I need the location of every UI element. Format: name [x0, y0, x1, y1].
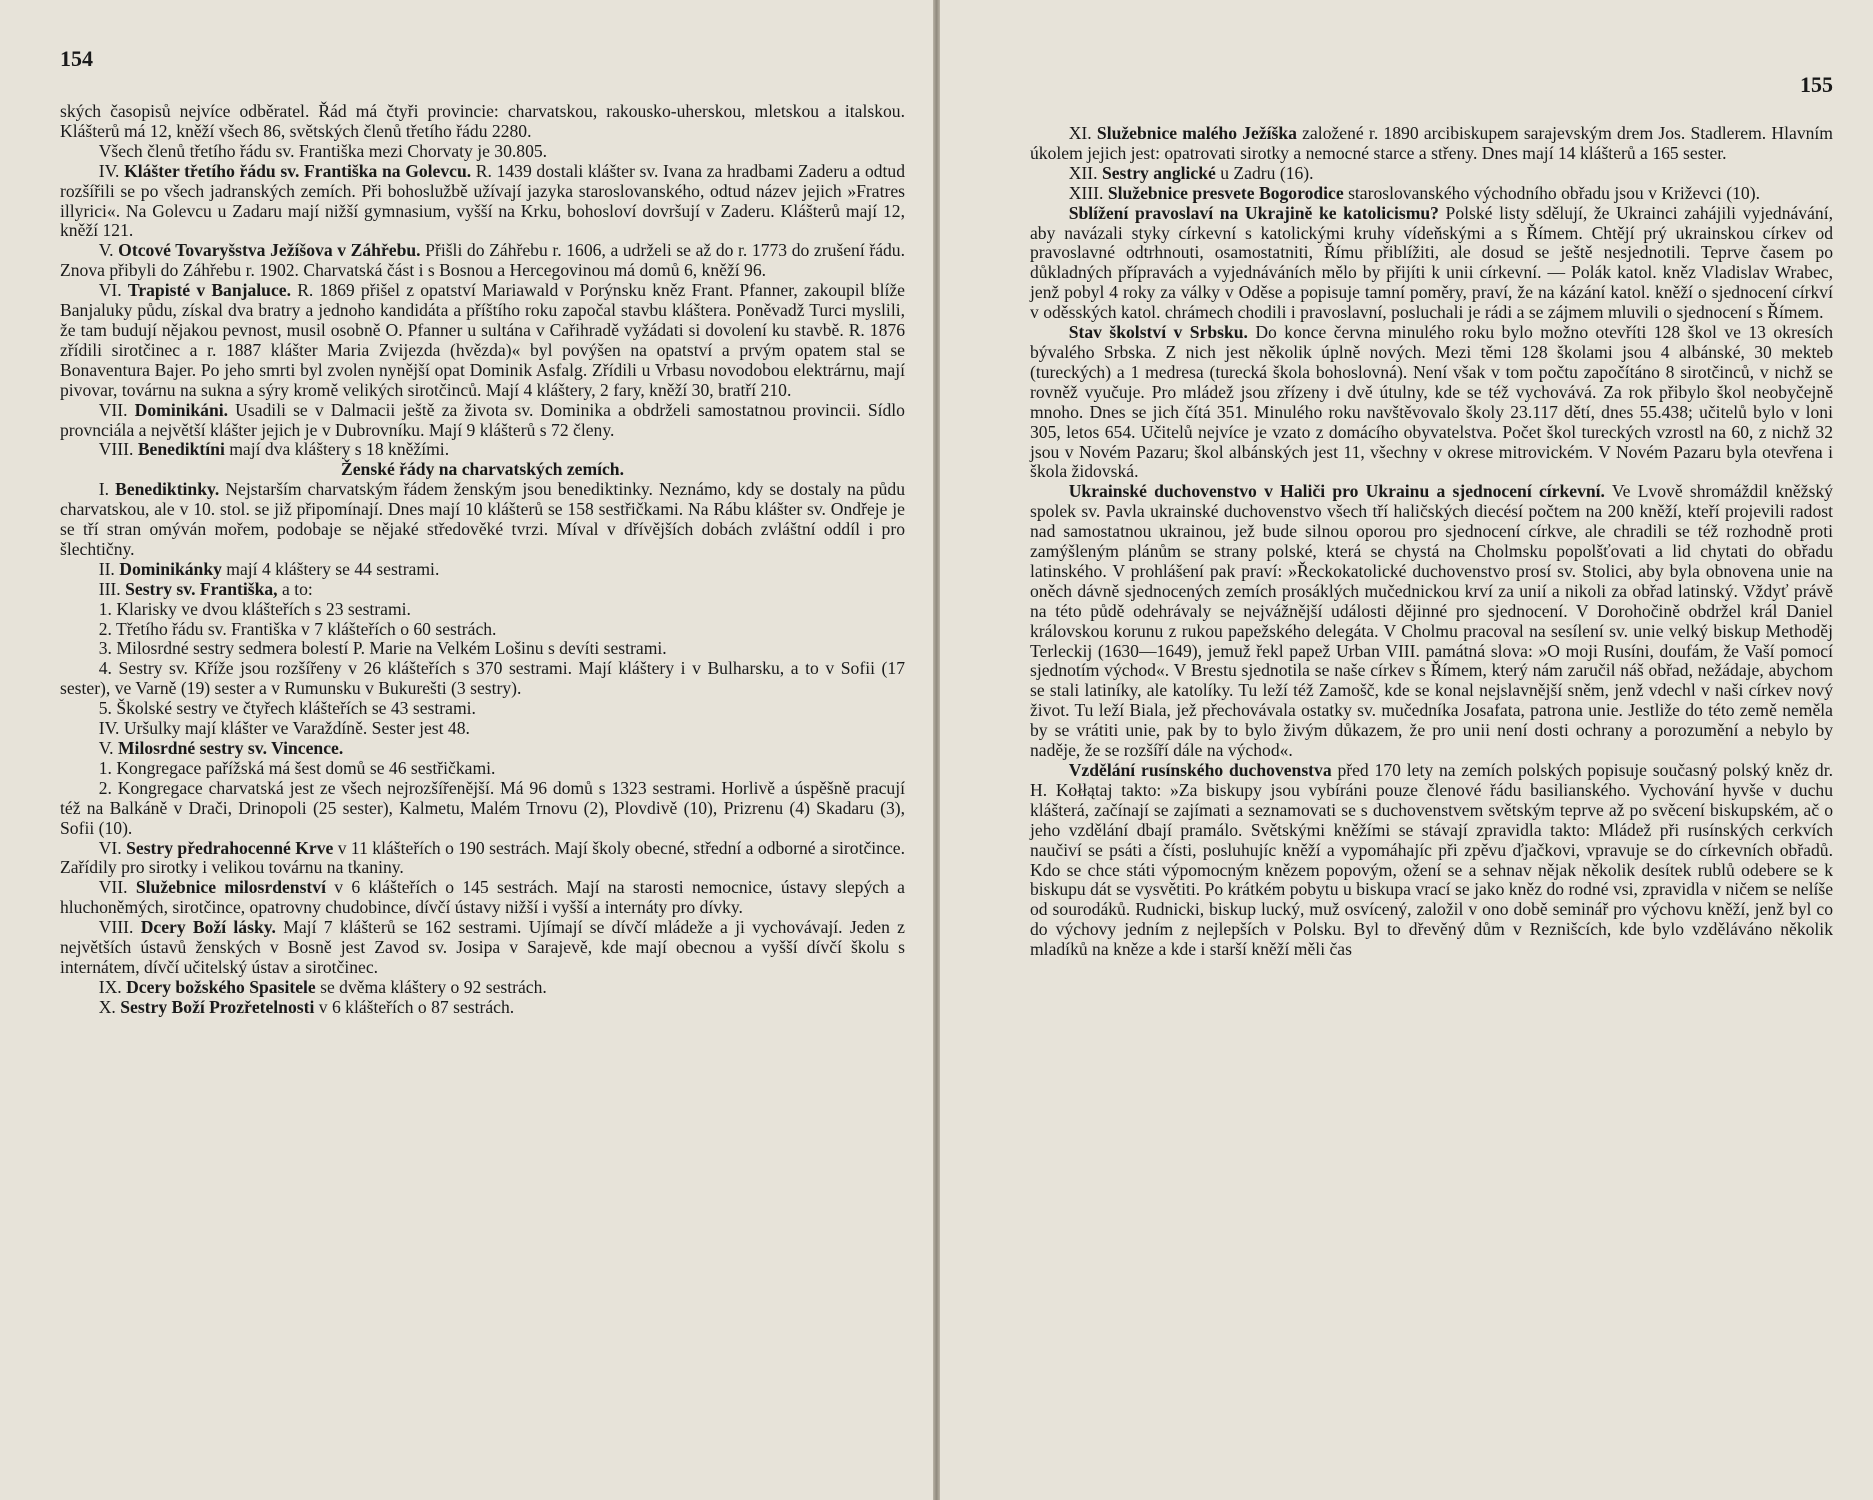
paragraph [1030, 124, 1833, 164]
item-title: Služebnice milosrdenství [135, 877, 326, 898]
paragraph-text: 1. Kongregace pařížská má šest domů se 46 sestřičkami. [98, 757, 496, 778]
paragraph-text: R. 1439 dostali klášter sv. Ivana za hradbami Zaderu a odtud rozšířili se po všech jadranských zemích. Při bohoslužbě užívají jazyka staroslovanského, odtud název jejich »Fratres illyrici«. Na Golevcu u Zadaru mají nižší gymnasium, vyšší na Krku, bohosloví dovršují v Zaderu. Klášterů mají 12, kněží 121. [60, 160, 906, 241]
item-number: XIII. [1068, 182, 1108, 203]
item-number: III. [98, 578, 126, 599]
paragraph-text: v 6 klášteřích o 87 sestrách. [314, 996, 515, 1017]
item-title: Sestry anglické [1101, 162, 1216, 183]
paragraph-text: Usadili se v Dalmacii ještě za života sv. Dominika a obdrželi samostatnou provincii. Sídlo provnciála a největší klášter jejich je v Dubrovníku. Mají 9 klášterů s 72 členy. [60, 399, 905, 440]
paragraph-text: Ve Lvově shromáždil kněžský spolek sv. Pavla ukrainské duchovenstvo všech tří haličských diecésí počtem na 200 kněží, kteří projevili radost nad samostatnou ukrainou, jež bude silnou oporou pro sjednocení církve, ale chradili se též rozhodně proti zamýšleným plánům se strany polské, která se chystá na Cholmsku popolšťovati a lid chytati do obřadu latinského. V prohlášení pak praví: »Řeckokatolické duchovenstvo prosí sv. Stolici, aby byla obnovena unie na oněch dávně sjednocených zemích prosáklých mučednickou krví za unií a nikoli za obřad latinský. Vždyť právě na této půdě odehrávaly se nejvážnější události dějinné pro sjednocení. V Dorohočině obdržel král Daniel královskou korunu z rukou papežského delegáta. V Cholmu pracoval na sesílení sv. unie velký biskup Methoděj Terleckij (1630—1649), jemuž řekl papež Urban VIII. památná slova: »O moji Rusíni, doufám, že Vaší pomocí sjednotím východ«. V Brestu sjednotila se naše církev s Římem, který nám zaručil náš obřad, nežádaje, abychom se stali latiníky, ale katolíky. Tu leží též Zamošč, kde se konal nejslavnější sněm, jenž vdechl v naši církev nový život. Tu leží Biala, jež přechovávala ostatky sv. mučedníka Josafata, patrona unie. Jestliže do této země neměla by se vrátiti unie, pak by to bylo živým důkazem, že pro unii není dosti ochrany a porozumění a nebylo by naděje, že se rozšíří dále na východ«. [1030, 481, 1833, 761]
paragraph [60, 779, 905, 839]
paragraph [60, 918, 905, 978]
item-title: Sestry sv. Františka, [125, 578, 278, 599]
item-number: X. [98, 996, 121, 1017]
paragraph-text: Polské listy sdělují, že Ukrainci zahájili vyjednávání, aby navázali styky církevní s katolickými kruhy vídeňskými a s Římem. Chtějí prý ukrainskou církev od pravoslavné odtrhnouti, osamostatniti, Římu přiblížiti, ale dosud se ještě nesjednotili. Teprve časem po důkladných přípravách a vyjednáváních mělo by přijíti k unii církevní. — Polák katol. kněz Vladislav Wrabec, jenž pobyl 4 roky za války v Oděse a popisuje tamní poměry, praví, že na kázání katol. kněží o sjednocení církví v oděsských katol. chrámech chodili i pravoslavní, posluchali je rádi a se zájmem mluvili o sjednocení s Římem. [1030, 202, 1833, 323]
item-title: Benediktíni [137, 439, 225, 460]
paragraph [1030, 204, 1833, 323]
item-number: XII. [1068, 162, 1102, 183]
paragraph-text: v 11 klášteřích o 190 sestrách. Mají školy obecné, střední a odborné a sirotčince. Zařídily pro sirotky i velikou továrnu na tkaniny. [60, 837, 905, 878]
paragraph [60, 878, 905, 918]
paragraph [1030, 164, 1833, 184]
item-title: Benediktinky. [115, 479, 220, 500]
page-number: 154 [60, 46, 93, 71]
item-title: Dominikánky [119, 558, 222, 579]
item-title: Trapisté v Banjaluce. [127, 280, 291, 301]
page-number: 155 [1800, 72, 1833, 97]
paragraph-text: před 170 lety na zemích polských popisuje současný polský kněz dr. H. Kołłątaj takto: »Za biskupy jsou vybíráni pouze členové řádu basilianského. Vychování hyvše v duchu klášterá, začínají se zajímati a seznamovati se s duchovenstvem světským teprve až po svěcení biskupském, ač o jeho vzdělání dbají pramálo. Světskými kněžími se stávají zpravidla takto: Mládež při rusínských cerkvích naučiví se psáti a čísti, posluhujíc kněží a vypomáhajíc při zpěvu ďjačkovi, vpravuje se do církevních obřadů. Kdo se chce státi výpomocným knězem popovým, ožení se a sehnav nějak několik desítek rublů odebere se k biskupu dát se vysvětiti. Po krátkém pobytu u biskupa vrací se jako kněz do rodné vsi, zpravidla v ničem se nelíše od sourodáků. Rudnicki, biskup lucký, muž osvícený, založil v ono době seminář pro výchovu kněží, jenž byl co do výchovy jedním z nejlepších v Polsku. Byl to dřevěný dům v Reznišcích, kde bylo vzděláváno několik mladíků na kněze a kde i starší kněží měli čas [1030, 760, 1833, 960]
paragraph-text: 3. Milosrdné sestry sedmera bolestí P. Marie na Velkém Lošinu s devíti sestrami. [98, 638, 667, 659]
paragraph [60, 600, 905, 620]
paragraph-text: 2. Třetího řádu sv. Františka v 7 klášteřích o 60 sestrách. [98, 618, 497, 639]
item-title: Stav školství v Srbsku. [1068, 322, 1248, 343]
item-number: VII. [98, 399, 135, 420]
item-title: Sblížení pravoslaví na Ukrajině ke katolicismu? [1068, 202, 1439, 223]
paragraph-text: se dvěma kláštery o 92 sestrách. [315, 976, 547, 997]
item-title: Sestry Boží Prozřetelnosti [120, 996, 315, 1017]
paragraph-text: Všech členů třetího řádu sv. Františka mezi Chorvaty je 30.805. [98, 140, 548, 161]
item-number: VI. [98, 280, 128, 301]
item-title: Otcové Tovaryšstva Ježíšova v Záhřebu. [118, 240, 421, 261]
item-title: Milosrdné sestry sv. Vincence. [117, 738, 344, 758]
paragraph-text: 5. Školské sestry ve čtyřech klášteřích se 43 sestrami. [98, 698, 476, 719]
item-number: VIII. [98, 917, 141, 938]
paragraph [60, 162, 905, 242]
paragraph-text: a to: [277, 578, 313, 599]
left-page-text [60, 102, 905, 1018]
paragraph-text: staroslovanského východního obřadu jsou v Križevci (10). [1343, 182, 1760, 203]
paragraph [60, 739, 905, 759]
item-number: XI. [1068, 123, 1097, 143]
paragraph [60, 281, 905, 400]
paragraph [60, 480, 905, 560]
paragraph-text: Uršulky mají klášter ve Varaždíně. Sester jest 48. [123, 718, 470, 739]
paragraph [60, 639, 905, 659]
paragraph [60, 839, 905, 879]
item-number: V. [98, 240, 119, 261]
paragraph-text: R. 1869 přišel z opatství Mariawald v Porýnsku kněz Frant. Pfanner, zakoupil blíže Banjaluky půdu, získal dva bratry a jednoho kandidáta a příštího roku započal stavbu kláštera. Poněvadž Turci myslili, že tam budují nějakou pevnost, musil osobně O. Pfanner u sultána v Cařihradě vyžádati si dovolení ku stavbě. R. 1876 zřídili sirotčinec a r. 1887 klášter Maria Zvijezda (hvězda)« byl povýšen na opatství a prvým opatem stal se Bonaventura Bajer. Po jeho smrti byl zvolen nynější opat Dominik Asfalg. Zřídili u Vrbasu novodobou elektrárnu, mají pivovar, továrnu na sukna a sýry kromě velikých sirotčinců. Mají 4 kláštery, 2 fary, kněží 30, bratří 210. [60, 280, 905, 400]
item-title: Klášter třetího řádu sv. Františka na Golevcu. [124, 160, 472, 181]
paragraph-text: Do konce června minulého roku bylo možno otevříti 128 škol ve 13 okresích bývalého Srbska. Z nich jest několik úplně nových. Mezi těmi 128 školami jsou 4 albánské, 30 mekteb (tureckých) a 1 medresa (turecká škola bohoslovná). Není však v tom počtu započítáno 8 sirotčinců, v nichž se rovněž vyučuje. Pro mládež jsou zřízeny i dvě útulny, kde se též vychovává. Za rok přibylo škol neobyčejně mnoho. Dnes se jich čítá 351. Minulého roku navštěvovalo školy 23.117 dětí, dnes 55.438; učitelů bylo v loni 305, letos 654. Učitelů nejvíce je vzato z domácího obyvatelstva. Počet škol tureckých vzrostl na 60, z nichž 32 jsou v Novém Pazaru; škol albánských jest 11, všechny v okrese mitrovickém. V Novém Pazaru byla otevřena i škola židovská. [1030, 322, 1833, 482]
item-number: IV. [98, 718, 124, 739]
item-title: Sestry předrahocenné Krve [126, 837, 334, 858]
paragraph [60, 241, 905, 281]
paragraph [1030, 482, 1833, 761]
item-title: Služebnice malého Ježíška [1096, 123, 1297, 143]
paragraph [60, 440, 905, 460]
item-number: VIII. [98, 439, 138, 460]
left-page [0, 0, 933, 1500]
item-number: VII. [98, 877, 136, 898]
paragraph [1030, 761, 1833, 960]
item-number: IV. [98, 160, 125, 181]
paragraph-text: ských časopisů nejvíce odběratel. Řád má čtyři provincie: charvatskou, rakousko-uherskou, mletskou a italskou. Klášterů má 12, kněží všech 86, světských členů třetího řádu 2280. [60, 101, 905, 141]
item-title: Dominikáni. [134, 399, 229, 420]
paragraph-text: Přišli do Záhřebu r. 1606, a udrželi se až do r. 1773 do zrušení řádu. Znova přibyli do Záhřebu r. 1902. Charvatská část i s Bosnou a Hercegovinou má domů 6, kněží 96. [60, 240, 905, 281]
paragraph [1030, 184, 1833, 204]
item-title: Dcery Boží lásky. [140, 917, 276, 938]
paragraph-text: 1. Klarisky ve dvou klášteřích s 23 sestrami. [98, 598, 411, 619]
paragraph-text: mají dva kláštery s 18 kněžími. [224, 439, 450, 460]
item-title: Služebnice presvete Bogorodice [1107, 182, 1344, 203]
paragraph-text: založené r. 1890 arcibiskupem sarajevským drem Jos. Stadlerem. Hlavním úkolem jejich jest: opatrovati sirotky a nemocné starce a střeny. Dnes mají 14 klášterů a 165 sester. [1030, 123, 1833, 163]
paragraph [60, 998, 905, 1018]
paragraph [60, 759, 905, 779]
paragraph [60, 659, 905, 699]
item-number: II. [98, 558, 120, 579]
item-title: Vzdělání rusínského duchovenstva [1068, 760, 1332, 780]
item-number: VI. [98, 837, 127, 858]
item-title: Ukrainské duchovenstvo v Haliči pro Ukrainu a sjednocení církevní. [1068, 481, 1605, 502]
paragraph [60, 699, 905, 719]
paragraph-text: mají 4 kláštery se 44 sestrami. [221, 558, 440, 579]
item-title: Dcery božského Spasitele [126, 976, 316, 997]
paragraph-text: 2. Kongregace charvatská jest ze všech nejrozšířenější. Má 96 domů s 1323 sestrami. Horlivě a úspěšně pracují též na Balkáně v Drači, Drinopoli (25 sester), Kalmetu, Malém Trnovu (2), Plovdivě (10), Prizrenu (4) Skadaru (3), Sofii (10). [60, 777, 905, 838]
paragraph [60, 102, 905, 142]
paragraph [60, 978, 905, 998]
right-page [940, 0, 1873, 1500]
paragraph-text: u Zadru (16). [1215, 162, 1314, 183]
paragraph-text: 4. Sestry sv. Kříže jsou rozšířeny v 26 klášteřích s 370 sestrami. Mají kláštery i v Bulharsku, a to v Sofii (17 sester), ve Varně (19) sester a v Rumunsku v Bukurešti (3 sestry). [60, 658, 905, 699]
paragraph [60, 560, 905, 580]
paragraph [1030, 323, 1833, 482]
paragraph [60, 719, 905, 739]
paragraph [60, 401, 905, 441]
item-number: IX. [98, 976, 127, 997]
paragraph-text: Mají 7 klášterů se 162 sestrami. Ujímají se dívčí mládeže a ji vychovávají. Jeden z největších ústavů ženských v Bosně jest Zavod sv. Josipa v Sarajevě, kde mají obecnou a vyšší dívčí školu s internátem, dívčí učitelský ústav a sirotčinec. [60, 917, 905, 977]
section-heading: Ženské řády na charvatských zemích. [341, 459, 624, 480]
item-number: I. [98, 479, 116, 500]
paragraph [60, 580, 905, 600]
paragraph-text: v 6 klášteřích o 145 sestrách. Mají na starosti nemocnice, ústavy slepých a hluchoněmých, sirotčince, opatrovny chudobince, dívčí ústavy nižší i vyšší a internáty pro dívky. [60, 877, 905, 918]
paragraph [60, 620, 905, 640]
right-page-text [1030, 124, 1833, 960]
paragraph [60, 142, 905, 162]
paragraph-text: Nejstarším charvatským řádem ženským jsou benediktinky. Neznámo, kdy se dostaly na půdu charvatskou, ale v 10. stol. se již připomínají. Dnes mají 10 klášterů se 158 sestřičkami. Na Rábu klášter sv. Ondřeje je se tří stran omýván mořem, podobaje se nějaké středověké tvrzi. Míval v dřívějších dobách zvláštní oddíl i pro šlechtičny. [60, 479, 906, 559]
item-number: V. [98, 738, 118, 758]
book-gutter [933, 0, 940, 1500]
